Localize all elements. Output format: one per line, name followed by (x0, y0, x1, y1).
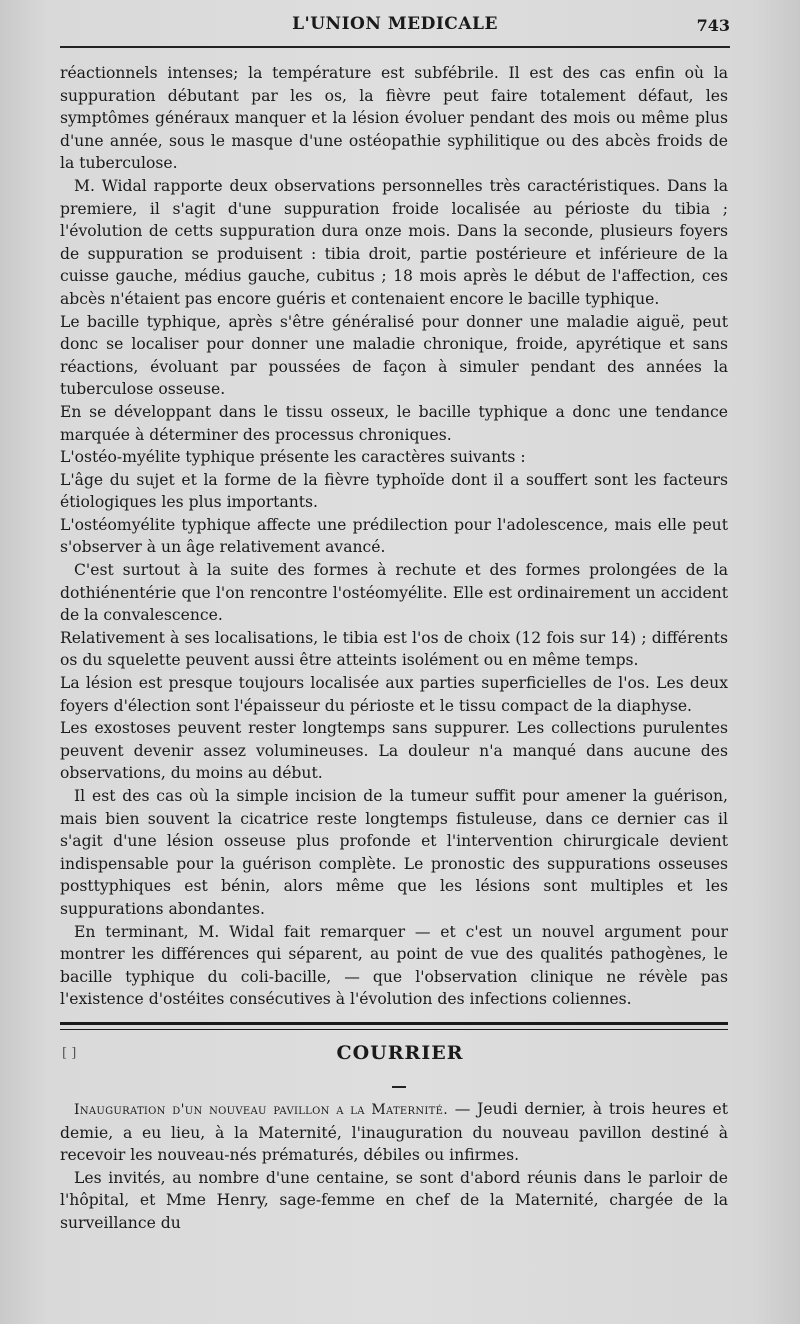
paragraph: L'âge du sujet et la forme de la fièvre typhoïde dont il a souffert sont les facteurs étiologiques les plus importants. (60, 470, 728, 512)
paragraph: Il est des cas où la simple incision de la tumeur suffit pour amener la guérison, mais bien souvent la cicatrice reste longtemps fistuleuse, dans ce dernier cas il s'agit d'une lésion osseuse plus profonde et l'intervention chirurgicale devient indispensable pour la guérison complète. Le pronostic des suppurations osseuses posttyphiques est bénin, alors même que les lésions sont multiples et les suppurations abondantes. (60, 787, 728, 918)
paragraph: Les exostoses peuvent rester longtemps sans suppurer. Les collections purulentes peuvent devenir assez volumineuses. La douleur n'a manqué dans aucune des observations, du moins au début. (60, 719, 728, 783)
courrier-lead-text: — Jeudi dernier, à trois heures et demie, a eu lieu, à la Maternité, l'inauguration du nouveau pavillon destiné à recevoir les nouveau-nés prématurés, débiles ou infirmes. (60, 1100, 729, 1165)
paragraph: En terminant, M. Widal fait remarquer — et c'est un nouvel argument pour montrer les différences qui séparent, au point de vue des qualités pathogènes, le bacille typhique du coli-bacille, — que l'observation clinique ne révèle pas l'existence d'ostéites consécutives à l'évolution des infections coliennes. (60, 922, 728, 1009)
paragraph: En se développant dans le tissu osseux, le bacille typhique a donc une tendance marquée à déterminer des processus chroniques. (60, 402, 728, 444)
page-number: 743 (696, 16, 730, 35)
section-title: COURRIER (336, 1042, 464, 1064)
article-body (60, 62, 728, 1011)
paragraph: L'ostéomyélite typhique affecte une prédilection pour l'adolescence, mais elle peut s'observer à un âge relativement avancé. (60, 515, 728, 557)
section-dash (392, 1086, 406, 1088)
paragraph: La lésion est presque toujours localisée aux parties superficielles de l'os. Les deux foyers d'élection sont l'épaisseur du périoste et le tissu compact de la diaphyse. (60, 674, 728, 715)
paragraph: réactionnels intenses; la température est subfébrile. Il est des cas enfin où la suppuration débutant par les os, la fièvre peut faire totalement défaut, les symptômes généraux manquer et la lésion évoluer pendant des mois ou même plus d'une année, sous le masque d'une ostéopathie syphilitique ou des abcès froids de la tuberculose. (60, 64, 728, 173)
section-divider (60, 1022, 728, 1030)
header-rule (60, 46, 730, 48)
running-title: L'UNION MEDICALE (292, 14, 498, 34)
courrier-heading: Inauguration d'un nouveau pavillon a la Maternité. (74, 1102, 448, 1118)
courrier-body (60, 1098, 728, 1235)
paragraph: M. Widal rapporte deux observations personnelles très caractéristiques. Dans la premiere, il s'agit d'une suppuration froide localisée au périoste du tibia ; l'évolution de cetts suppuration dura onze mois. Dans la seconde, plusieurs foyers de suppuration se produisent : tibia droit, partie postérieure et inférieure de la cuisse gauche, médius gauche, cubitus ; 18 mois après le début de l'affection, ces abcès n'étaient pas encore guéris et contenaient encore le bacille typhique. (60, 176, 728, 308)
paragraph: C'est surtout à la suite des formes à rechute et des formes prolongées de la dothiénentérie que l'on rencontre l'ostéomyélite. Elle est ordinairement un accident de la convalescence. (60, 561, 728, 625)
paragraph: Le bacille typhique, après s'être généralisé pour donner une maladie aiguë, peut donc se localiser pour donner une maladie chronique, froide, apyrétique et sans réactions, évoluant par poussées de façon à simuler pendant des années la tuberculose osseuse. (60, 312, 728, 399)
courrier-paragraph (60, 1098, 728, 1167)
page-header (60, 14, 730, 42)
section-mark: [ ] (62, 1046, 77, 1061)
paragraph: Relativement à ses localisations, le tibia est l'os de choix (12 fois sur 14) ; différents os du squelette peuvent aussi être atteints isolément ou en même temps. (60, 628, 728, 670)
courrier-paragraph: Les invités, au nombre d'une centaine, se sont d'abord réunis dans le parloir de l'hôpital, et Mme Henry, sage-femme en chef de la Maternité, chargée de la surveillance du (60, 1168, 728, 1232)
paragraph: L'ostéo-myélite typhique présente les caractères suivants : (60, 448, 526, 467)
